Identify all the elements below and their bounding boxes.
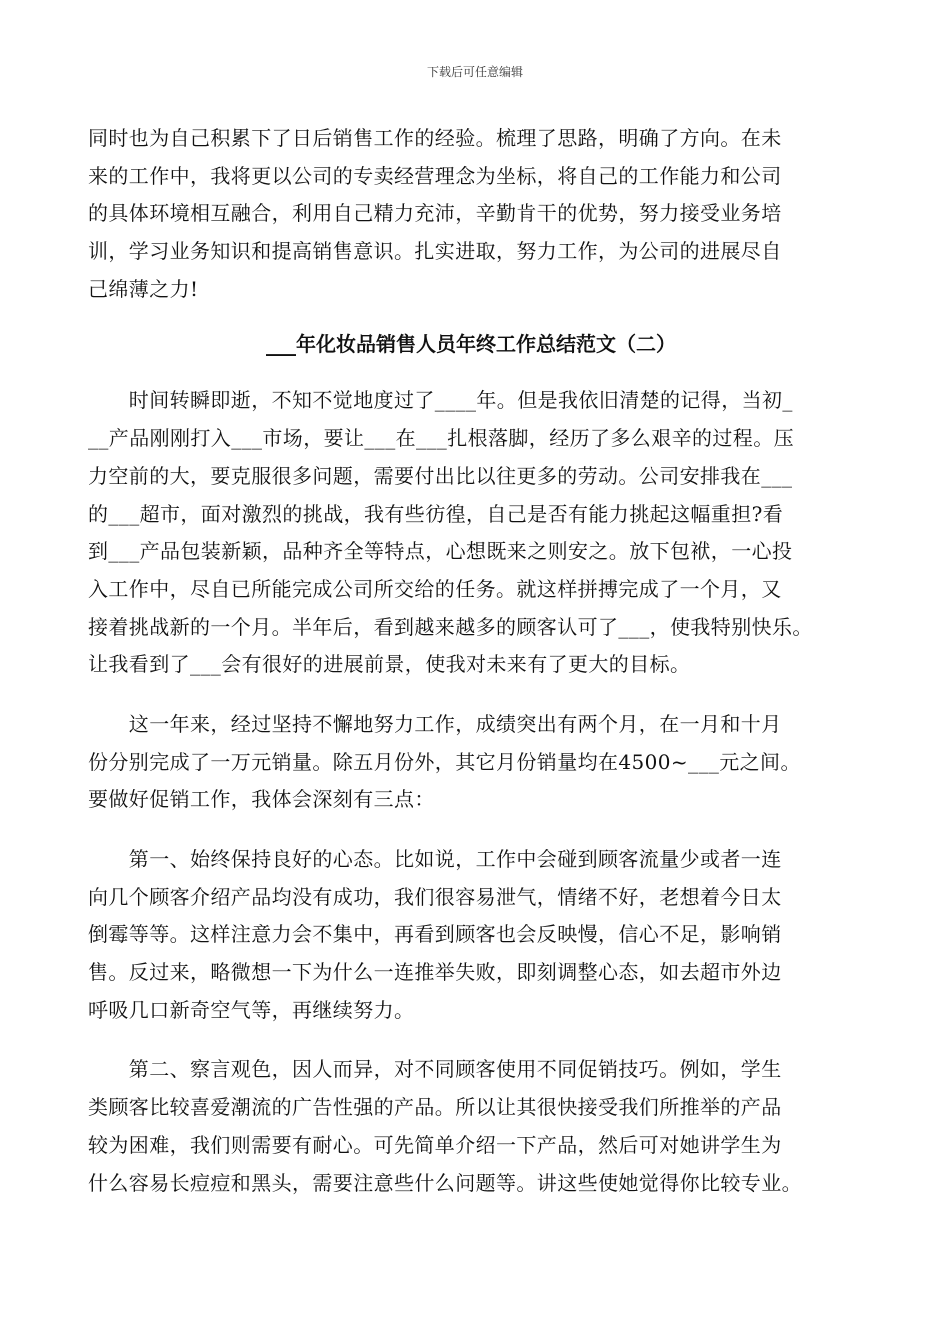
paragraph-line: 售。反过来，略微想一下为什么一连推举失败，即刻调整心态，如去超市外边 — [88, 960, 782, 985]
paragraph-line: 来的工作中，我将更以公司的专卖经营理念为坐标，将自己的工作能力和公司 — [88, 163, 782, 188]
paragraph-line: 第一、始终保持良好的心态。比如说，工作中会碰到顾客流量少或者一连 — [88, 847, 782, 871]
paragraph — [88, 382, 868, 684]
paragraph-line: 力空前的大，要克服很多问题，需要付出比以往更多的劳动。公司安排我在___ — [88, 463, 793, 488]
paragraph-line: 倒霉等等。这样注意力会不集中，再看到顾客也会反映慢，信心不足，影响销 — [88, 922, 782, 947]
paragraph-line: 接着挑战新的一个月。半年后，看到越来越多的顾客认可了___，使我特别快乐。 — [88, 614, 813, 639]
paragraph — [88, 841, 868, 1029]
paragraph-line: 让我看到了___会有很好的进展前景，使我对未来有了更大的目标。 — [88, 652, 691, 677]
paragraph-line: 要做好促销工作，我体会深刻有三点： — [88, 787, 435, 812]
page-header: 下载后可任意编辑 — [426, 65, 523, 79]
paragraph-line: 向几个顾客介绍产品均没有成功，我们很容易泄气，情绪不好，老想着今日太 — [88, 884, 782, 909]
paragraph-gap — [88, 684, 868, 706]
paragraph — [88, 706, 868, 819]
paragraph-gap — [88, 1029, 868, 1051]
paragraph-line: 第二、察言观色，因人而异，对不同顾客使用不同促销技巧。例如，学生 — [88, 1057, 782, 1082]
paragraph-line: 呼吸几口新奇空气等，再继续努力。 — [88, 997, 415, 1022]
paragraph-line: 同时也为自己积累下了日后销售工作的经验。梳理了思路，明确了方向。在未 — [88, 126, 782, 150]
paragraph-line: 训，学习业务知识和提高销售意识。扎实进取，努力工作，为公司的进展尽自 — [88, 239, 782, 264]
paragraph-line: 类顾客比较喜爱潮流的广告性强的产品。所以让其很快接受我们所推举的产品 — [88, 1095, 782, 1120]
paragraph — [88, 1051, 868, 1202]
paragraph-line: 到___产品包装新颖，品种齐全等特点，心想既来之则安之。放下包袱，一心投 — [88, 539, 793, 564]
paragraph-line: 己绵薄之力! — [88, 276, 199, 301]
paragraph-line: 份分别完成了一万元销量。除五月份外，其它月份销量均在4500~___元之间。 — [88, 749, 801, 774]
paragraph-line: 什么容易长痘痘和黑头，需要注意些什么问题等。讲这些使她觉得你比较专业。 — [88, 1170, 802, 1195]
paragraph-line: 时间转瞬即逝，不知不觉地度过了____年。但是我依旧清楚的记得，当初_ — [88, 388, 793, 413]
document-body — [88, 120, 868, 1202]
paragraph-line: 的具体环境相互融合，利用自己精力充沛，辛勤肯干的优势，努力接受业务培 — [88, 201, 782, 226]
paragraph-line: __产品刚刚打入___市场，要让___在___扎根落脚，经历了多么艰辛的过程。压 — [88, 426, 794, 451]
paragraph — [88, 120, 868, 308]
paragraph-gap — [88, 819, 868, 841]
paragraph-line: 较为困难，我们则需要有耐心。可先简单介绍一下产品，然后可对她讲学生为 — [88, 1132, 782, 1157]
section-title: ___年化妆品销售人员年终工作总结范文（二） — [266, 332, 676, 357]
paragraph-line: 这一年来，经过坚持不懈地努力工作，成绩突出有两个月，在一月和十月 — [88, 711, 782, 736]
paragraph-line: 入工作中，尽自已所能完成公司所交给的任务。就这样拼搏完成了一个月，又 — [88, 576, 782, 601]
paragraph-line: 的___超市，面对激烈的挑战，我有些彷徨，自己是否有能力挑起这幅重担?看 — [88, 501, 784, 526]
